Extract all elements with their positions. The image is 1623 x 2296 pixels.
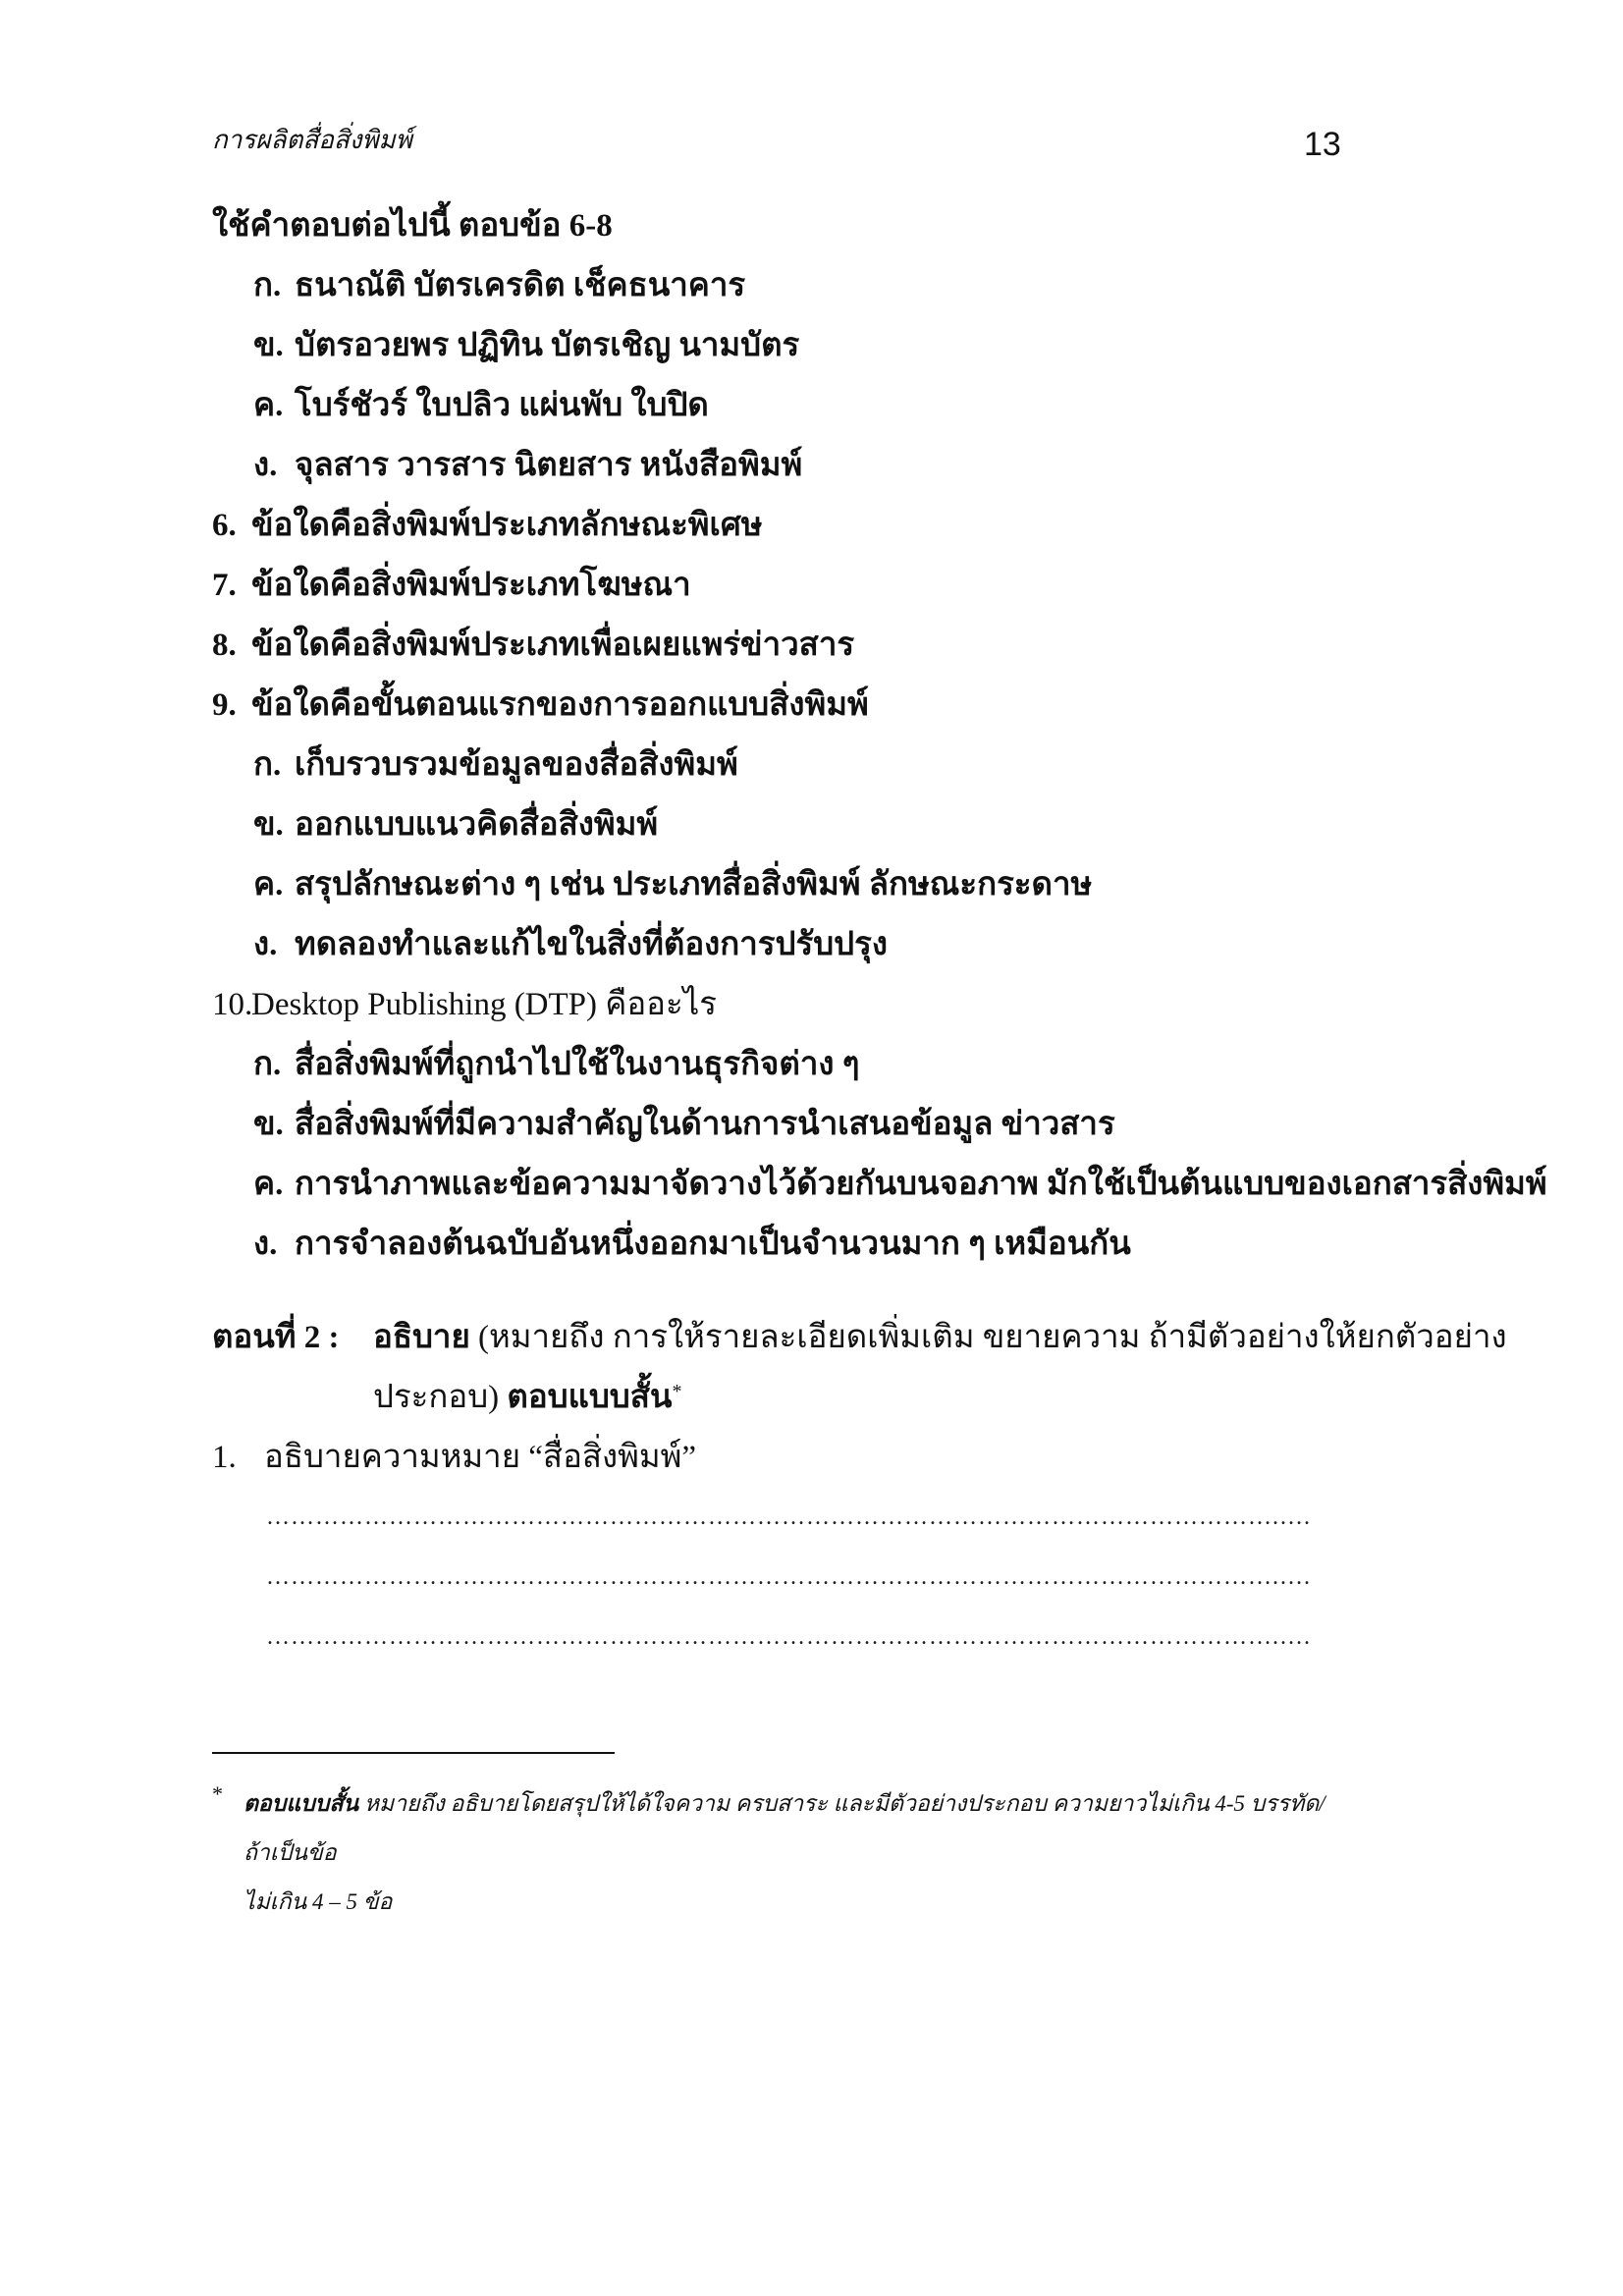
part-description-cont: ประกอบ) (373, 1380, 508, 1415)
answer-line: …………………………………………………………………………………………………………….…. (266, 1504, 1311, 1530)
question-9-option-d: ง. ทดลองทำและแก้ไขในสิ่งที่ต้องการปรับปรุง (253, 927, 888, 962)
part-label: ตอนที่ 2 : (212, 1320, 340, 1355)
footnote (212, 1779, 1351, 1927)
part-description: (หมายถึง การให้รายละเอียดเพิ่มเติม ขยายความ ถ้ามีตัวอย่างให้ยกตัวอย่าง (469, 1320, 1507, 1355)
short-answer-question-1: 1. อธิบายความหมาย “สื่อสิ่งพิมพ์” (212, 1440, 697, 1475)
question-10-option-c: ค. การนำภาพและข้อความมาจัดวางไว้ด้วยกันบนจอภาพ มักใช้เป็นต้นแบบของเอกสารสิ่งพิมพ์ (253, 1167, 1547, 1202)
question-10-option-b: ข. สื่อสิ่งพิมพ์ที่มีความสำคัญในด้านการนำเสนอข้อมูล ข่าวสาร (253, 1107, 1115, 1142)
question-9: 9. ข้อใดคือขั้นตอนแรกของการออกแบบสิ่งพิมพ์ (212, 687, 869, 723)
question-9-option-c: ค. สรุปลักษณะต่าง ๆ เช่น ประเภทสื่อสิ่งพิมพ์ ลักษณะกระดาษ (253, 867, 1093, 902)
part-title: อธิบาย (373, 1320, 470, 1355)
question-10-option-a: ก. สื่อสิ่งพิมพ์ที่ถูกนำไปใช้ในงานธุรกิจต่าง ๆ (253, 1047, 860, 1082)
running-header: การผลิตสื่อสิ่งพิมพ์ (212, 126, 412, 154)
question-6: 6. ข้อใดคือสิ่งพิมพ์ประเภทลักษณะพิเศษ (212, 508, 763, 543)
footnote-term: ตอบแบบสั้น (243, 1791, 359, 1816)
question-9-option-a: ก. เก็บรวบรวมข้อมูลของสื่อสิ่งพิมพ์ (253, 747, 738, 783)
footnote-divider (212, 1752, 615, 1754)
part-answer-type: ตอบแบบสั้น (507, 1380, 673, 1415)
question-10: 10.Desktop Publishing (DTP) คืออะไร (212, 987, 718, 1022)
question-10-option-d: ง. การจำลองต้นฉบับอันหนึ่งออกมาเป็นจำนวนมาก ๆ เหมือนกัน (253, 1227, 1131, 1262)
page-content (212, 196, 1547, 1667)
question-7: 7. ข้อใดคือสิ่งพิมพ์ประเภทโฆษณา (212, 568, 691, 603)
footnote-text-cont: ไม่เกิน 4 – 5 ข้อ (243, 1889, 393, 1914)
shared-option-d: ง. จุลสาร วารสาร นิตยสาร หนังสือพิมพ์ (253, 448, 803, 483)
shared-option-c: ค. โบร์ชัวร์ ใบปลิว แผ่นพับ ใบปิด (253, 388, 709, 423)
instruction: ใช้คำตอบต่อไปนี้ ตอบข้อ 6-8 (212, 208, 613, 244)
answer-line: …………………………………………………………………………………………………………….…. (266, 1624, 1311, 1650)
question-9-option-b: ข. ออกแบบแนวคิดสื่อสิ่งพิมพ์ (253, 807, 659, 843)
page-number: 13 (1304, 126, 1341, 163)
footnote-mark: * (212, 1781, 223, 1806)
footnote-reference: * (672, 1381, 682, 1402)
answer-line: …………………………………………………………………………………………………………….…. (266, 1564, 1311, 1590)
shared-option-b: ข. บัตรอวยพร ปฏิทิน บัตรเชิญ นามบัตร (253, 328, 800, 363)
shared-options (212, 256, 1351, 496)
question-8: 8. ข้อใดคือสิ่งพิมพ์ประเภทเพื่อเผยแพร่ข่าวสาร (212, 628, 855, 663)
footnote-text: หมายถึง อธิบายโดยสรุปให้ได้ใจความ ครบสาระ และมีตัวอย่างประกอบ ความยาวไม่เกิน 4-5 บรรทัด/ถ้าเป็นข้อ (243, 1791, 1325, 1865)
part-2-heading (212, 1308, 1507, 1428)
shared-option-a: ก. ธนาณัติ บัตรเครดิต เช็คธนาคาร (253, 268, 746, 303)
